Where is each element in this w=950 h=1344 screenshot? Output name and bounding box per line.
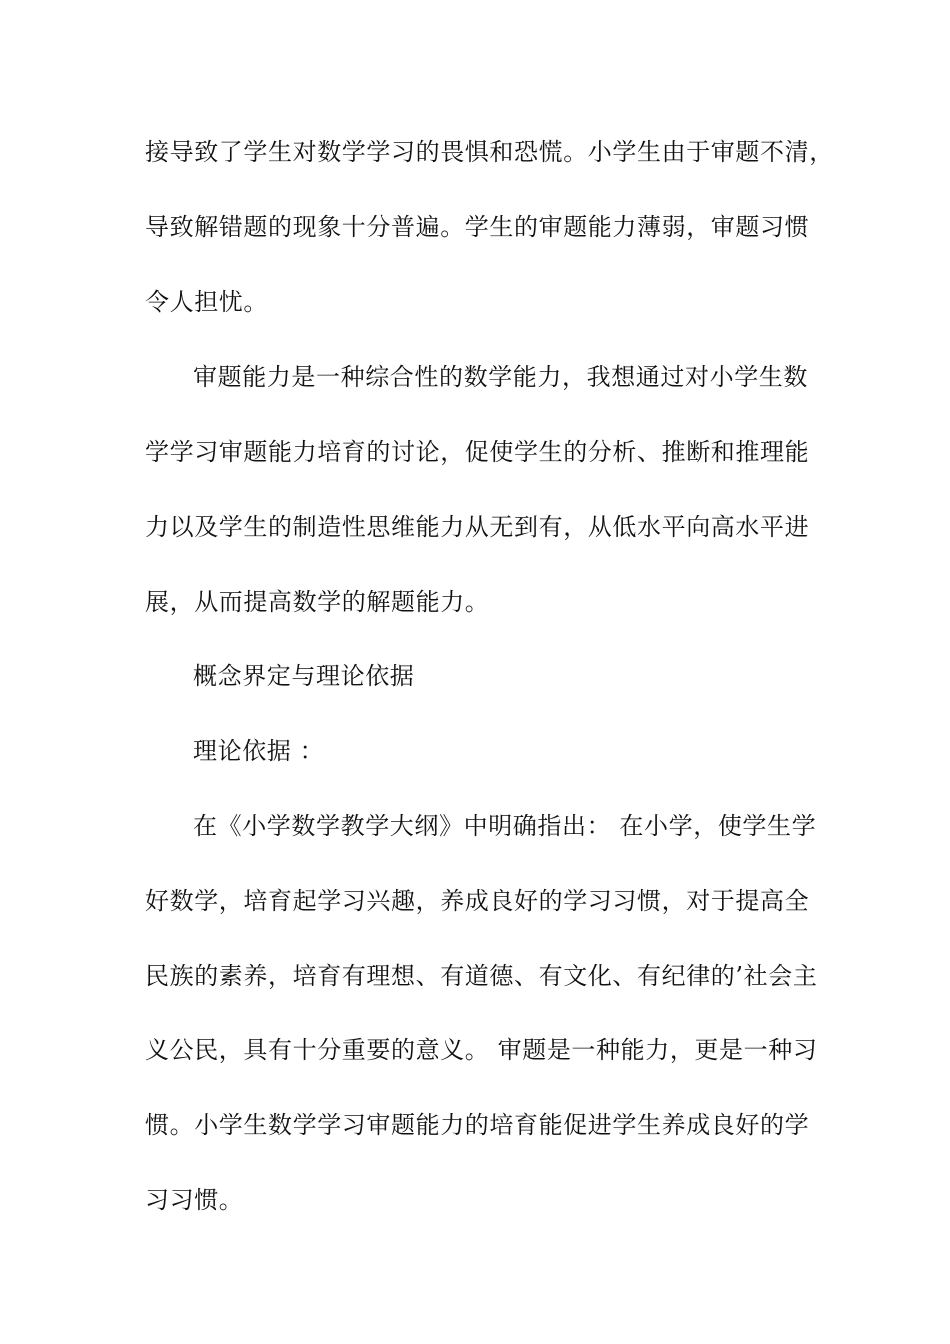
text-line: 导致解错题的现象十分普遍。学生的审题能力薄弱，审题习惯	[145, 213, 810, 241]
paragraph-first-line: 审题能力是一种综合性的数学能力，我想通过对小学生数	[193, 363, 808, 391]
subsection-heading: 理论依据 ：	[193, 737, 325, 765]
text-line: 学学习审题能力培育的讨论，促使学生的分析、推断和推理能	[145, 438, 810, 466]
text-line: 接导致了学生对数学学习的畏惧和恐慌。小学生由于审题不清，	[145, 138, 834, 166]
text-line: 令人担忧。	[145, 288, 268, 316]
paragraph-first-line: 在《小学数学教学大纲》中明确指出： 在小学，使学生学	[193, 812, 817, 840]
text-line: 习习惯。	[145, 1186, 244, 1214]
section-heading: 概念界定与理论依据	[193, 662, 415, 690]
text-line: 惯。小学生数学学习审题能力的培育能促进学生养成良好的学	[145, 1111, 810, 1139]
text-line: 展，从而提高数学的解题能力。	[145, 588, 490, 616]
text-line: 民族的素养，培育有理想、有道德、有文化、有纪律的’社会主	[145, 962, 818, 990]
text-line: 力以及学生的制造性思维能力从无到有，从低水平向高水平进	[145, 513, 810, 541]
text-line: 义公民，具有十分重要的意义。 审题是一种能力，更是一种习	[145, 1036, 818, 1064]
text-line: 好数学，培育起学习兴趣，养成良好的学习习惯，对于提高全	[145, 887, 810, 915]
